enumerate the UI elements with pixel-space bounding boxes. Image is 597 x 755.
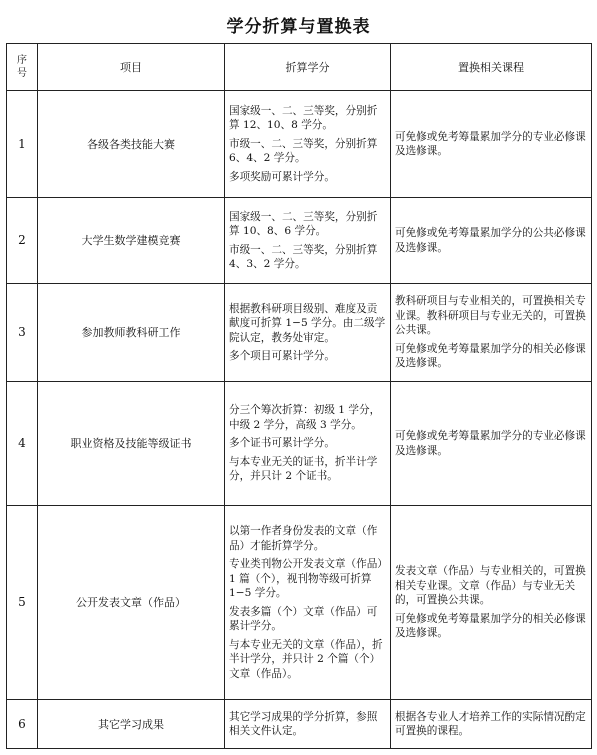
credit-paragraph: 与本专业无关的证书，折半计学分，并只计 2 个证书。 bbox=[229, 455, 378, 483]
replace-paragraph: 发表文章（作品）与专业相关的，可置换相关专业课。文章（作品）与专业无关的，可置换公共课。 bbox=[395, 565, 586, 607]
table-row bbox=[7, 284, 592, 382]
replace-paragraph: 可免修或免考筹量累加学分的专业必修课及选修课。 bbox=[395, 430, 586, 457]
row-credit bbox=[225, 198, 391, 284]
replace-paragraph: 可免修或免考筹量累加学分的相关必修课及选修课。 bbox=[395, 342, 586, 370]
row-credit bbox=[225, 91, 391, 198]
credit-paragraph: 多个证书可累计学分。 bbox=[229, 437, 335, 450]
table-row bbox=[7, 382, 592, 506]
row-replace bbox=[391, 506, 592, 700]
credit-paragraph: 与本专业无关的文章（作品），折半计学分，并只计 2 个篇（个）文章（作品）。 bbox=[229, 638, 383, 680]
credit-paragraph: 其它学习成果的学分折算，参照相关文件认定。 bbox=[229, 710, 378, 737]
replace-paragraph: 可免修或免考筹量累加学分的专业必修课及选修课。 bbox=[395, 130, 586, 157]
credit-paragraph: 以第一作者身份发表的文章（作品）才能折算学分。 bbox=[229, 525, 378, 552]
row-credit bbox=[225, 700, 391, 749]
table-row bbox=[7, 198, 592, 284]
row-replace bbox=[391, 198, 592, 284]
table-row bbox=[7, 700, 592, 749]
row-number: 3 bbox=[7, 284, 38, 382]
credit-paragraph: 多个项目可累计学分。 bbox=[229, 350, 335, 362]
credit-paragraph: 多项奖励可累计学分。 bbox=[229, 170, 335, 183]
credit-paragraph: 根据教科研项目级别、难度及贡献度可折算 1−5 学分。由二级学院认定，教务处审定。 bbox=[229, 302, 386, 344]
row-item: 其它学习成果 bbox=[38, 700, 225, 749]
row-item: 职业资格及技能等级证书 bbox=[38, 382, 225, 506]
row-replace bbox=[391, 382, 592, 506]
row-number: 5 bbox=[7, 506, 38, 700]
row-item: 各级各类技能大赛 bbox=[38, 91, 225, 198]
row-number: 6 bbox=[7, 700, 38, 749]
table-row bbox=[7, 91, 592, 198]
table-row bbox=[7, 506, 592, 700]
row-number: 2 bbox=[7, 198, 38, 284]
row-credit bbox=[225, 506, 391, 700]
header-replace: 置换相关课程 bbox=[391, 44, 592, 91]
credit-paragraph: 市级一、二、三等奖，分别折算 6、4、2 学分。 bbox=[229, 137, 378, 165]
row-item: 公开发表文章（作品） bbox=[38, 506, 225, 700]
credit-paragraph: 发表多篇（个）文章（作品）可累计学分。 bbox=[229, 605, 378, 632]
replace-paragraph: 教科研项目与专业相关的，可置换相关专业课。教科研项目与专业无关的，可置换公共课。 bbox=[395, 295, 586, 337]
header-credit: 折算学分 bbox=[225, 44, 391, 91]
credit-paragraph: 国家级一、二、三等奖，分别折算 12、10、8 学分。 bbox=[229, 104, 378, 132]
row-replace bbox=[391, 284, 592, 382]
header-seq-label: 序 号 bbox=[17, 55, 27, 79]
credit-paragraph: 分三个筹次折算：初级 1 学分，中级 2 学分，高级 3 学分。 bbox=[229, 404, 381, 431]
header-item: 项目 bbox=[38, 44, 225, 91]
replace-paragraph: 可免修或免考筹量累加学分的相关必修课及选修课。 bbox=[395, 612, 586, 640]
replace-paragraph: 可免修或免考筹量累加学分的公共必修课及选修课。 bbox=[395, 227, 586, 254]
row-number: 1 bbox=[7, 91, 38, 198]
credit-paragraph: 国家级一、二、三等奖，分别折算 10、8、6 学分。 bbox=[229, 210, 378, 237]
table-header-row bbox=[7, 44, 592, 91]
row-item: 参加教师教科研工作 bbox=[38, 284, 225, 382]
row-item: 大学生数学建模竞赛 bbox=[38, 198, 225, 284]
replace-paragraph: 根据各专业人才培养工作的实际情况酌定可置换的课程。 bbox=[395, 710, 586, 737]
credit-conversion-table bbox=[6, 43, 592, 749]
row-credit bbox=[225, 382, 391, 506]
row-number: 4 bbox=[7, 382, 38, 506]
header-seq bbox=[7, 44, 38, 91]
credit-paragraph: 专业类刊物公开发表文章（作品）1 篇（个），视刊物等级可折算 1−5 学分。 bbox=[229, 558, 383, 599]
row-credit bbox=[225, 284, 391, 382]
page-title: 学分折算与置换表 bbox=[226, 17, 371, 37]
row-replace bbox=[391, 91, 592, 198]
row-replace bbox=[391, 700, 592, 749]
credit-paragraph: 市级一、二、三等奖，分别折算 4、3、2 学分。 bbox=[229, 243, 378, 270]
